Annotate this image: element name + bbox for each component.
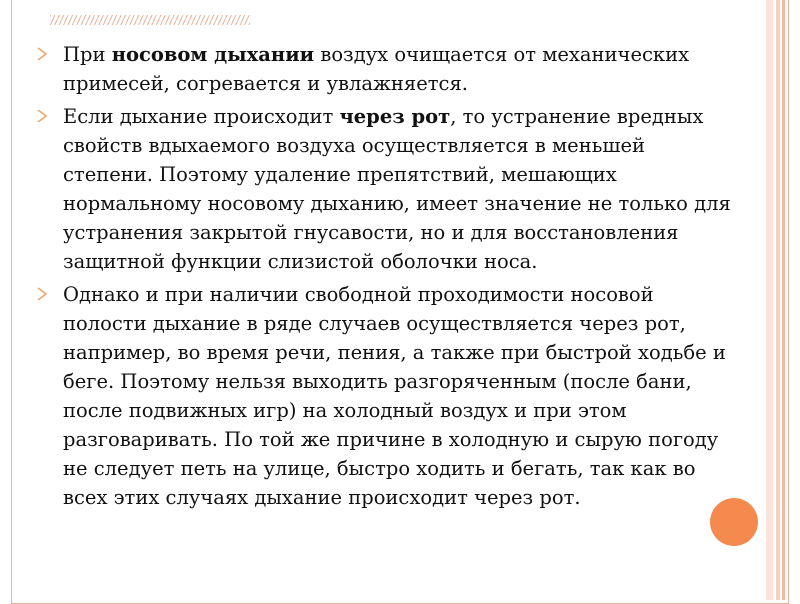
paragraph-text: Однако и при наличии свободной проходимости носовой полости дыхание в ряде случаев осуществляется через рот, например, во время речи, пения, а также при быстрой ходьбе и беге. Поэтому нельзя выходить разгоряченным (после бани, после подвижных игр) на холодный воздух и при этом разговаривать. По той же причине в холодную и сырую погоду не следует петь на улице, быстро ходить и бегать, так как во всех этих случаях дыхание происходит через рот. <box>63 283 726 509</box>
bullet-icon <box>36 109 48 123</box>
bullet-paragraph-3 <box>36 280 736 512</box>
right-decor-band <box>782 0 785 600</box>
hatch-decoration <box>50 15 250 25</box>
right-decor-band <box>766 0 773 600</box>
bullet-icon <box>36 47 48 61</box>
paragraph-text: При носовом дыхании воздух очищается от механических примесей, согревается и увлажняется. <box>63 43 690 95</box>
paragraph-text: Если дыхание происходит через рот, то устранение вредных свойств вдыхаемого воздуха осуществляется в меньшей степени. Поэтому удаление препятствий, мешающих нормальному носовому дыханию, имеет значение не только для устранения закрытой гнусавости, но и для восстановления защитной функции слизистой оболочки носа. <box>63 105 731 273</box>
bullet-paragraph-1 <box>36 40 736 98</box>
right-decor-band <box>776 0 780 600</box>
bullet-icon <box>36 287 48 301</box>
slide-content <box>36 40 736 516</box>
bullet-paragraph-2 <box>36 102 736 276</box>
